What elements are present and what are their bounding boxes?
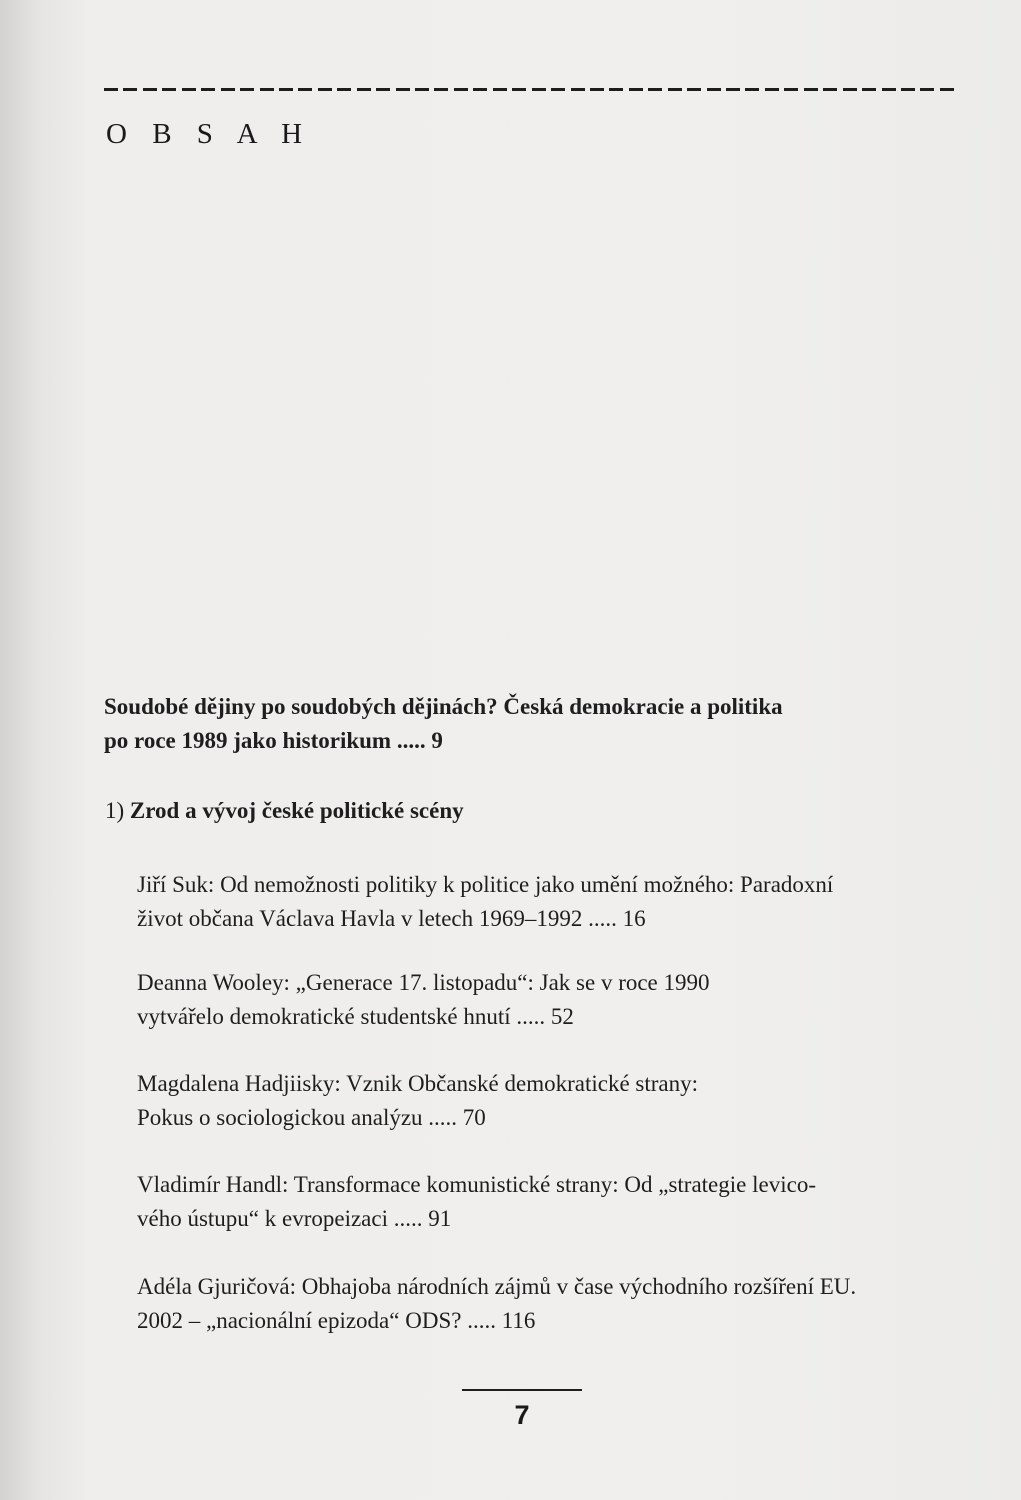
contents-heading: O B S A H <box>106 118 312 150</box>
toc-entry-line-1: Magdalena Hadjiisky: Vznik Občanské demokratické strany: <box>137 1071 698 1096</box>
toc-entry-line-1: Deanna Wooley: „Generace 17. listopadu“: Jak se v roce 1990 <box>137 970 710 995</box>
toc-entry-line-1: Jiří Suk: Od nemožnosti politiky k politice jako umění možného: Paradoxní <box>137 872 834 897</box>
toc-entry-line-2: 2002 – „nacionální epizoda“ ODS? ..... 116 <box>137 1308 536 1333</box>
toc-entry[interactable] <box>137 1168 957 1236</box>
toc-entry-line-2: život občana Václava Havla v letech 1969–1992 ..... 16 <box>137 906 646 931</box>
main-entry[interactable] <box>104 690 964 758</box>
toc-entry-line-1: Adéla Gjuričová: Obhajoba národních zájmů v čase východního rozšíření EU. <box>137 1274 857 1299</box>
toc-entry-line-2: Pokus o sociologickou analýzu ..... 70 <box>137 1105 486 1130</box>
footer-rule <box>462 1389 582 1391</box>
toc-entry-line-2: vytvářelo demokratické studentské hnutí ..... 52 <box>137 1004 574 1029</box>
toc-entry[interactable] <box>137 966 957 1034</box>
page-number: 7 <box>514 1400 530 1430</box>
toc-entry[interactable] <box>137 1270 957 1338</box>
section-number: 1) <box>105 798 125 823</box>
toc-entry[interactable] <box>137 1067 957 1135</box>
section-heading[interactable] <box>105 798 464 824</box>
main-entry-line-2: po roce 1989 jako historikum ..... 9 <box>104 728 443 753</box>
toc-entry-line-1: Vladimír Handl: Transformace komunistické strany: Od „strategie levico- <box>137 1172 816 1197</box>
dashed-rule <box>104 82 954 96</box>
toc-entry[interactable] <box>137 868 957 936</box>
toc-entry-line-2: vého ústupu“ k evropeizaci ..... 91 <box>137 1206 452 1231</box>
section-title: Zrod a vývoj české politické scény <box>129 798 464 823</box>
main-entry-line-1: Soudobé dějiny po soudobých dějinách? Česká demokracie a politika <box>104 694 783 719</box>
